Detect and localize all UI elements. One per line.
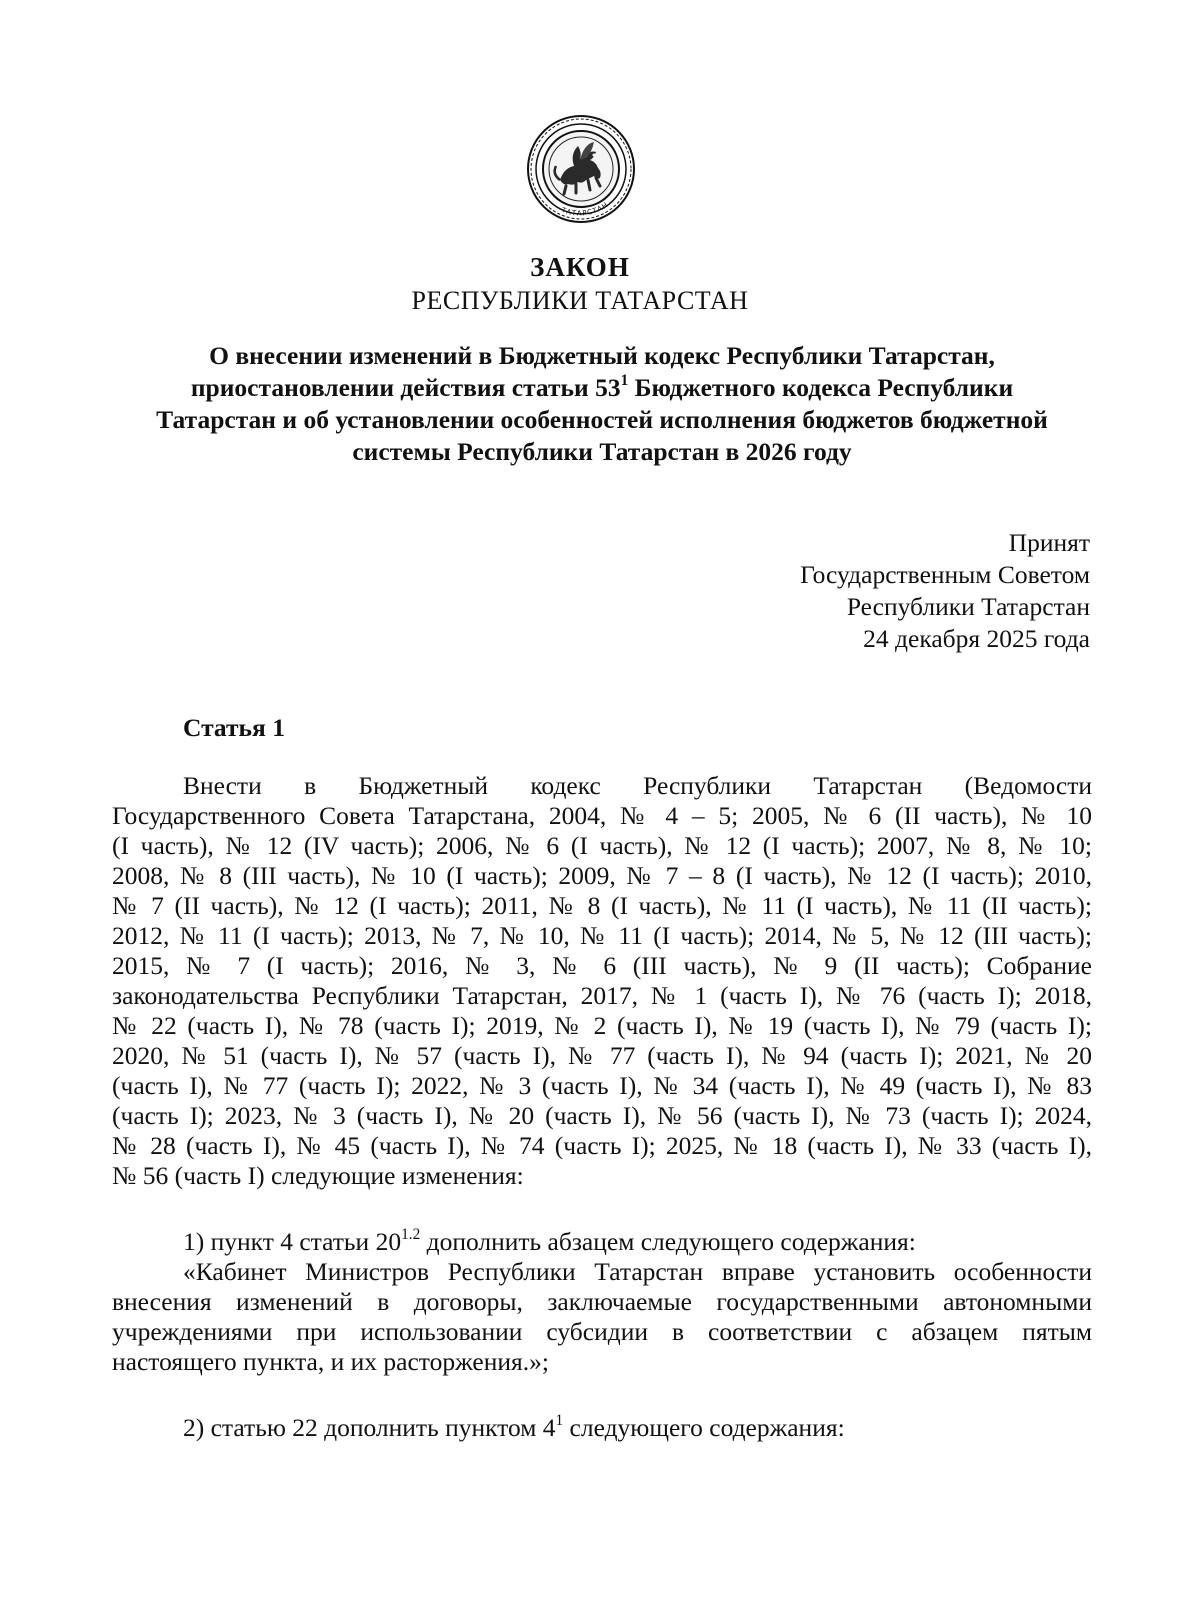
adopted-line-3: Республики Татарстан — [846, 592, 1090, 621]
law-header — [0, 250, 1160, 318]
adoption-date: 24 декабря 2025 года — [863, 624, 1090, 653]
coat-of-arms-tatarstan-icon — [526, 114, 636, 224]
quote-line: настоящего пункта, и их расторжения.»; — [112, 1347, 549, 1376]
quote-line: «Кабинет Министров Республики Татарстан вправе установить особенности — [183, 1257, 1092, 1286]
paragraph-line: № 7 (II часть), № 12 (I часть); 2011, № 8 (I часть), № 11 (I часть), № 11 (II часть); — [112, 891, 1092, 920]
adopted-line-2: Государственным Советом — [800, 560, 1090, 589]
adoption-note — [590, 527, 1090, 655]
title-line-3: Татарстан и об установлении особенностей исполнения бюджетов бюджетной — [156, 405, 1048, 434]
title-line-2: приостановлении действия статьи $53^1$ Бюджетного кодекса Республики — [190, 371, 1014, 402]
paragraph-line: № 22 (часть I), № 78 (часть I); 2019, № 2 (часть I), № 19 (часть I), № 79 (часть I); — [112, 1011, 1092, 1040]
paragraph-line: № 28 (часть I), № 45 (часть I), № 74 (часть I); 2025, № 18 (часть I), № 33 (часть I), — [112, 1131, 1092, 1160]
paragraph-line: (I часть), № 12 (IV часть); 2006, № 6 (I часть), № 12 (I часть); 2007, № 8, № 10; — [112, 831, 1092, 860]
paragraph-line: Внести в Бюджетный кодекс Республики Татарстан (Ведомости — [183, 771, 1092, 800]
quote-line: учреждениями при использовании субсидии в соответствии с абзацем пятым — [112, 1317, 1092, 1346]
paragraph-line: (часть I), № 77 (часть I); 2022, № 3 (часть I), № 34 (часть I), № 49 (часть I), № 83 — [112, 1071, 1092, 1100]
law-word: ЗАКОН — [530, 252, 630, 282]
document-title — [112, 340, 1092, 468]
republic-name: РЕСПУБЛИКИ ТАТАРСТАН — [411, 286, 749, 315]
paragraph-line: Государственного Совета Татарстана, 2004, № 4 – 5; 2005, № 6 (II часть), № 10 — [112, 801, 1092, 830]
title-line-1: О внесении изменений в Бюджетный кодекс Республики Татарстан, — [209, 341, 995, 370]
paragraph-line: 2020, № 51 (часть I), № 57 (часть I), № 77 (часть I), № 94 (часть I); 2021, № 20 — [112, 1041, 1092, 1070]
paragraph-line: № 56 (часть I) следующие изменения: — [112, 1161, 524, 1190]
paragraph-line: 2015, № 7 (I часть); 2016, № 3, № 6 (III часть), № 9 (II часть); Собрание — [112, 951, 1092, 980]
adopted-line-1: Принят — [1008, 528, 1090, 557]
paragraph-line: (часть I); 2023, № 3 (часть I), № 20 (часть I), № 56 (часть I), № 73 (часть I); 2024, — [112, 1101, 1092, 1130]
paragraph-line: 2012, № 11 (I часть); 2013, № 7, № 10, № 11 (I часть); 2014, № 5, № 12 (III часть); — [112, 921, 1092, 950]
paragraph-line: законодательства Республики Татарстан, 2017, № 1 (часть I), № 76 (часть I); 2018, — [112, 981, 1092, 1010]
article-paragraph — [112, 771, 1092, 1191]
amendment-item-2: 2) статью 22 дополнить пунктом $4^1$ следующего содержания: — [183, 1411, 845, 1442]
seal-text: ТАТАРСТАН — [560, 200, 611, 218]
article-heading: Статья 1 — [183, 713, 285, 742]
paragraph-line: 2008, № 8 (III часть), № 10 (I часть); 2009, № 7 – 8 (I часть), № 12 (I часть); 2010, — [112, 861, 1092, 890]
quote-line: внесения изменений в договоры, заключаемые государственными автономными — [112, 1287, 1092, 1316]
amendment-quote-1 — [112, 1257, 1092, 1377]
amendment-item-1: 1) пункт 4 статьи $20^{1.2}$ дополнить абзацем следующего содержания: — [183, 1225, 916, 1256]
title-line-4: системы Республики Татарстан в 2026 году — [352, 437, 852, 466]
